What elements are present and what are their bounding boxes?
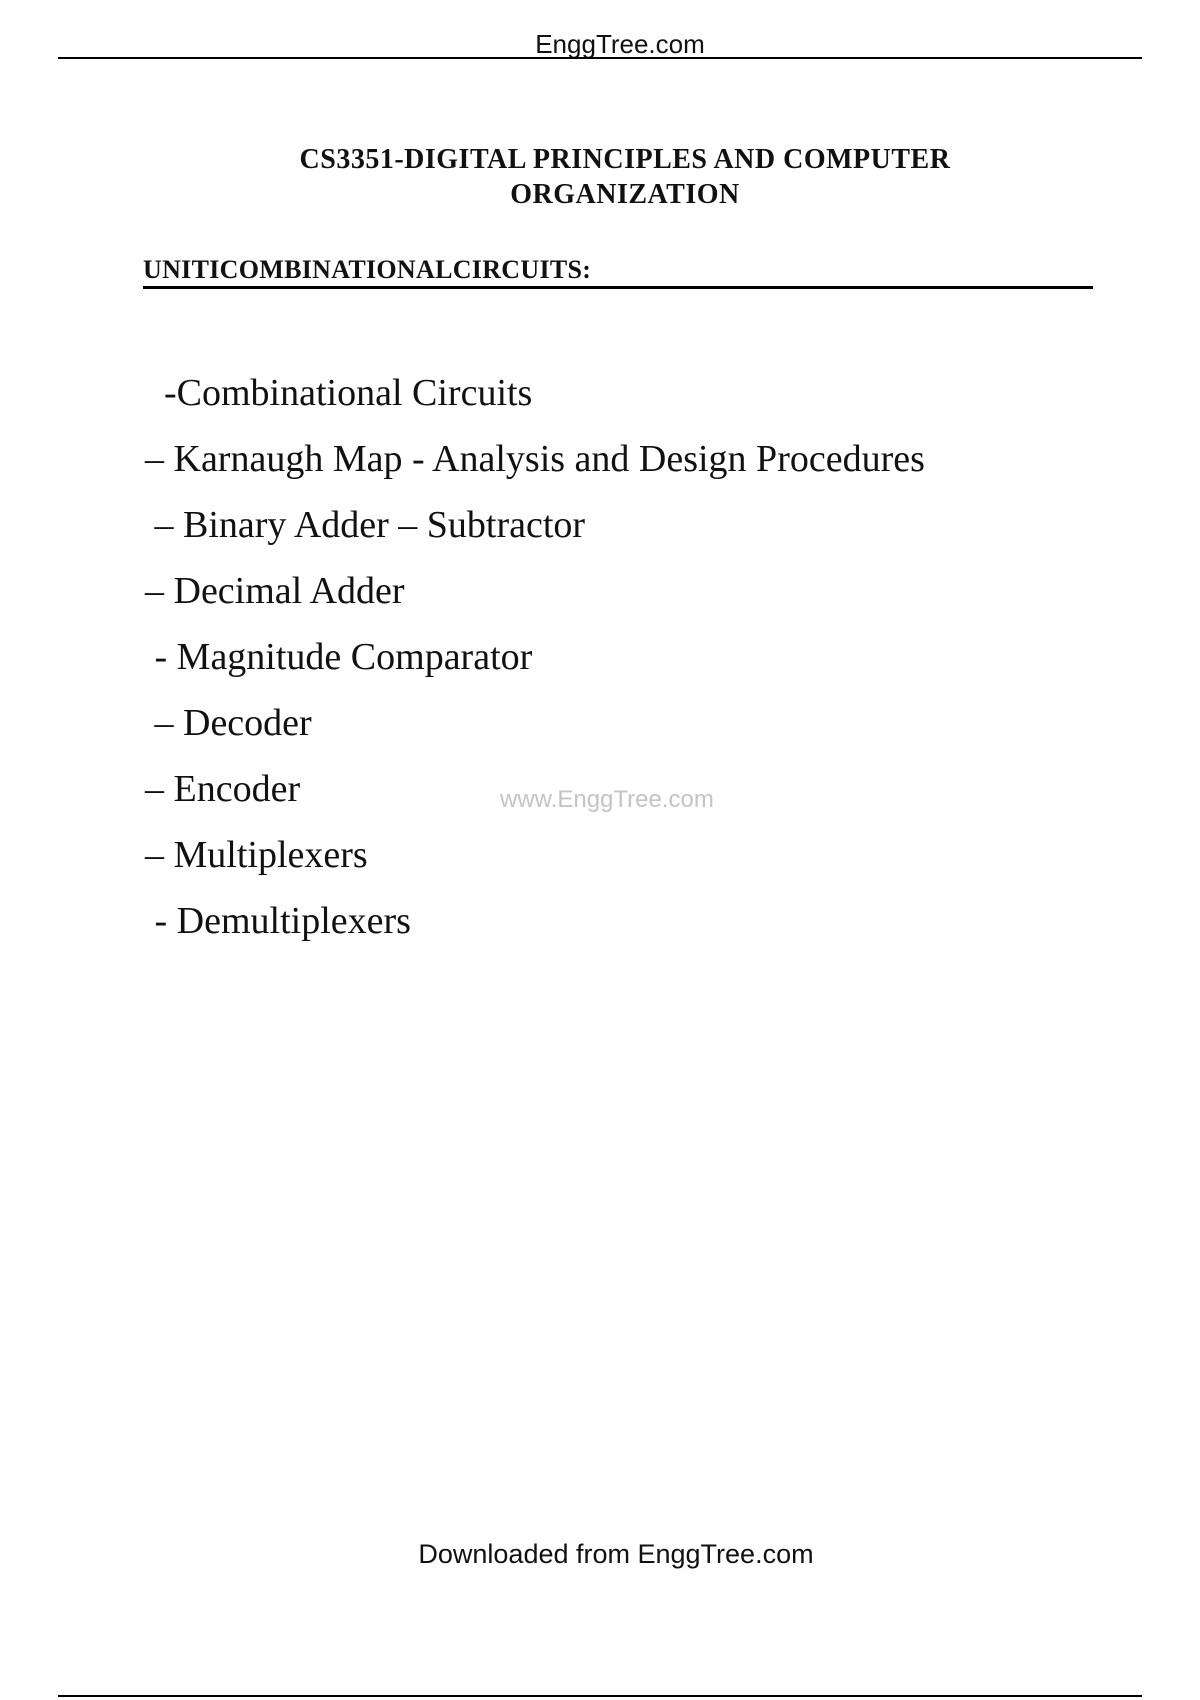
topic-item-encoder: – Encoder: [145, 768, 301, 810]
topic-item-decimal-adder: – Decimal Adder: [145, 570, 405, 612]
topic-item-karnaugh-map: – Karnaugh Map - Analysis and Design Procedures: [145, 438, 925, 480]
watermark: www.EnggTree.com: [500, 786, 714, 813]
topic-item-combinational-circuits: -Combinational Circuits: [145, 372, 533, 414]
footer-rule: [58, 1695, 1142, 1697]
topic-item-demultiplexers: - Demultiplexers: [145, 900, 411, 942]
topic-item-magnitude-comparator: - Magnitude Comparator: [145, 636, 533, 678]
topic-item-decoder: – Decoder: [145, 702, 312, 744]
topic-item-multiplexers: – Multiplexers: [145, 834, 368, 876]
topic-list: [145, 360, 1145, 954]
header-site-name: EnggTree.com: [535, 29, 705, 59]
document-title-line-1: CS3351-DIGITAL PRINCIPLES AND COMPUTER: [299, 144, 951, 175]
footer-download-text: Downloaded from EnggTree.com: [418, 1539, 814, 1569]
unit-heading: UNITICOMBINATIONALCIRCUITS:: [143, 254, 1093, 289]
document-title: [200, 142, 1050, 212]
header-rule: [58, 57, 1142, 59]
topic-item-binary-adder-subtractor: – Binary Adder – Subtractor: [145, 504, 586, 546]
document-title-line-2: ORGANIZATION: [510, 179, 740, 210]
